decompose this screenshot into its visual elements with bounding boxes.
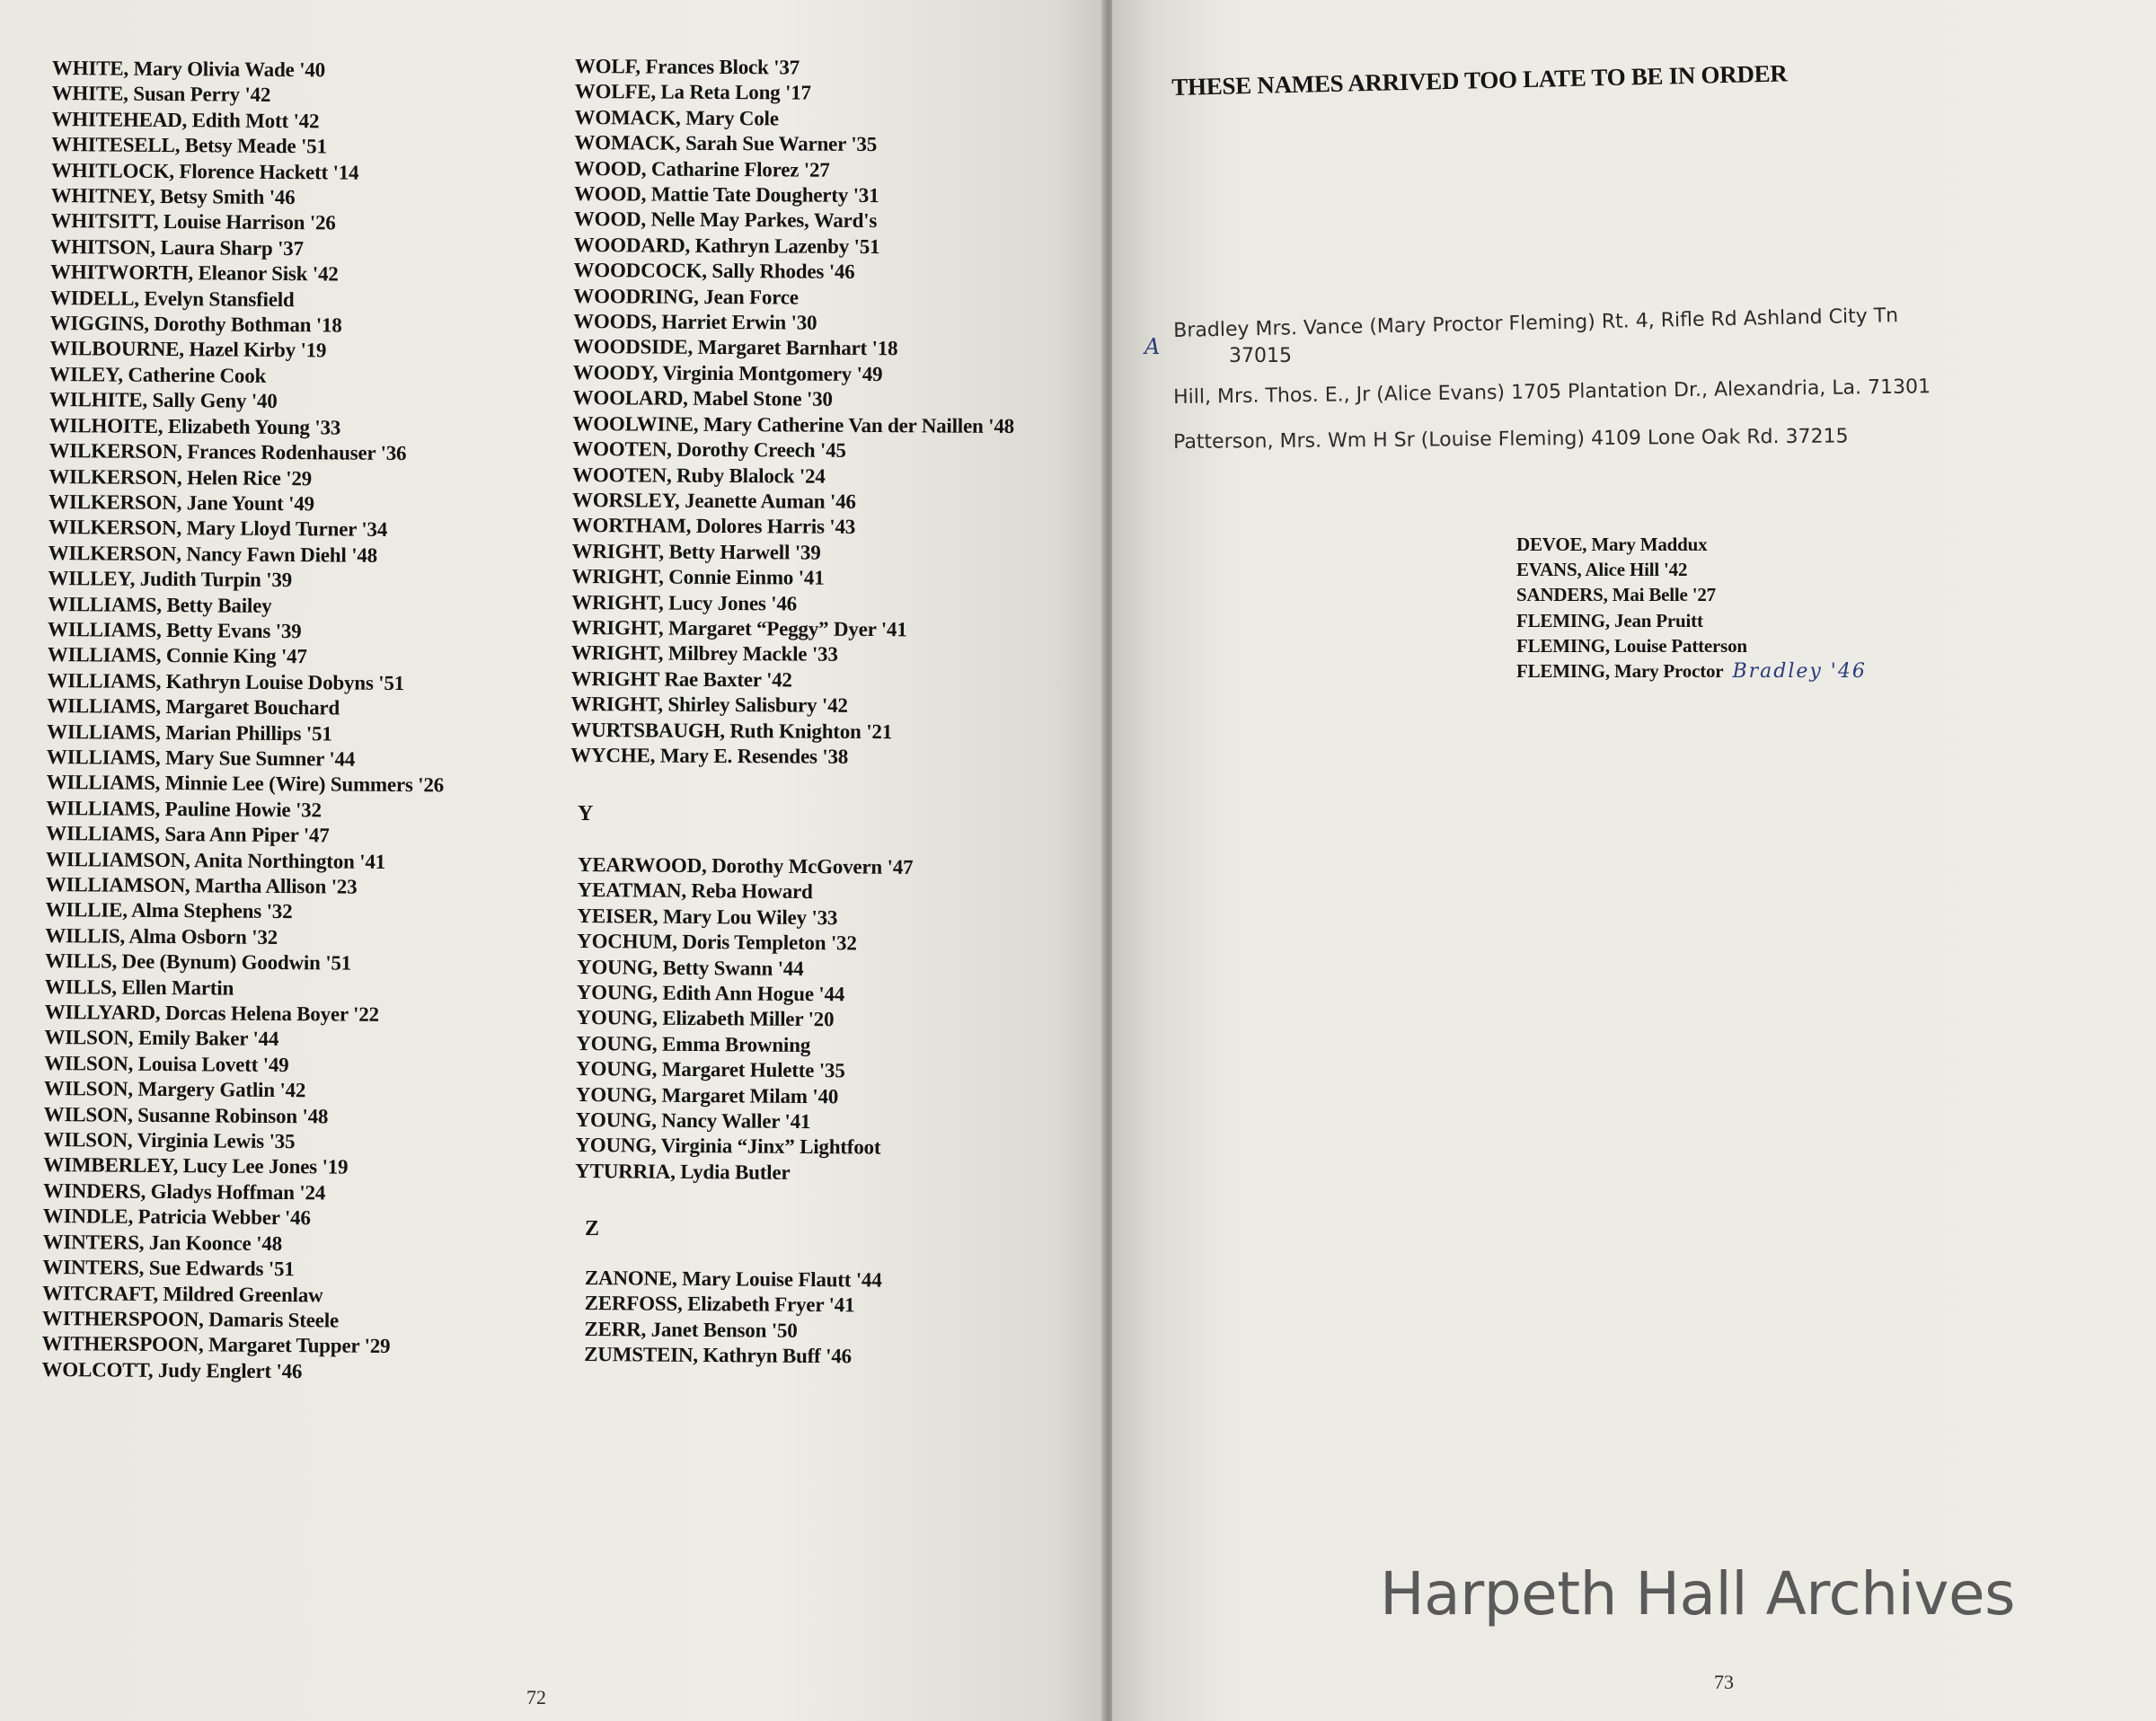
list-item: WHITLOCK, Florence Hackett '14 xyxy=(50,158,359,184)
list-item: WILSON, Margery Gatlin '42 xyxy=(43,1077,306,1102)
list-item: YOUNG, Margaret Milam '40 xyxy=(575,1082,839,1108)
list-item: YOCHUM, Doris Templeton '32 xyxy=(577,930,857,955)
right-page xyxy=(1112,0,2156,1721)
list-item: WILLEY, Judith Turpin '39 xyxy=(48,567,293,592)
list-item: WILKERSON, Mary Lloyd Turner '34 xyxy=(48,516,388,542)
list-item: WOLCOTT, Judy Englert '46 xyxy=(41,1357,303,1382)
list-item: WILLIS, Alma Osborn '32 xyxy=(45,923,278,949)
list-item: WOODARD, Kathryn Lazenby '51 xyxy=(573,233,880,258)
list-item: WOODRING, Jean Force xyxy=(573,284,799,309)
list-item: WOODY, Virginia Montgomery '49 xyxy=(572,360,883,385)
list-item: WITCRAFT, Mildred Greenlaw xyxy=(42,1281,323,1306)
list-item: WILSON, Louisa Lovett '49 xyxy=(44,1051,289,1076)
list-item: WOOLWINE, Mary Catherine Van der Naillen '48 xyxy=(572,411,1015,437)
list-item: WILLIAMS, Connie King '47 xyxy=(47,643,307,668)
late-name: FLEMING, Jean Pruitt xyxy=(1516,609,1703,631)
archive-watermark: Harpeth Hall Archives xyxy=(1380,1559,2015,1628)
list-item: WOOD, Catharine Florez '27 xyxy=(574,156,830,181)
list-item: WRIGHT Rae Baxter '42 xyxy=(570,666,792,692)
list-item: WRIGHT, Milbrey Mackle '33 xyxy=(570,641,838,666)
list-item: WILKERSON, Frances Rodenhauser '36 xyxy=(49,439,407,465)
list-item: YEISER, Mary Lou Wiley '33 xyxy=(577,904,838,930)
list-item: WINTERS, Sue Edwards '51 xyxy=(42,1256,295,1281)
list-item: WILKERSON, Nancy Fawn Diehl '48 xyxy=(48,541,378,567)
late-name-with-note xyxy=(1516,658,1867,684)
list-item: WILHITE, Sally Geny '40 xyxy=(49,388,278,413)
list-item: YTURRIA, Lydia Butler xyxy=(575,1159,791,1184)
list-item: ZUMSTEIN, Kathryn Buff '46 xyxy=(584,1343,853,1368)
list-item: WHITE, Susan Perry '42 xyxy=(51,82,271,107)
list-item: YOUNG, Elizabeth Miller '20 xyxy=(576,1006,835,1031)
list-item: WILLIAMS, Betty Bailey xyxy=(48,592,272,617)
list-item: WILLS, Ellen Martin xyxy=(44,975,234,1000)
handwritten-note: Bradley '46 xyxy=(1732,660,1867,684)
list-item: WOMACK, Mary Cole xyxy=(574,105,779,130)
list-item: WILLIAMS, Minnie Lee (Wire) Summers '26 xyxy=(46,771,445,797)
list-item: WIGGINS, Dorothy Bothman '18 xyxy=(49,312,342,337)
late-name: DEVOE, Mary Maddux xyxy=(1516,534,1708,555)
list-item: WHITSON, Laura Sharp '37 xyxy=(50,234,304,260)
list-item: WILHOITE, Elizabeth Young '33 xyxy=(49,413,341,439)
page-number: 73 xyxy=(1714,1671,1734,1693)
list-item: WILLIAMS, Betty Evans '39 xyxy=(47,617,302,643)
list-item: WINDLE, Patricia Webber '46 xyxy=(42,1205,311,1230)
section-letter-y: Y xyxy=(578,802,594,825)
list-item: WOODCOCK, Sally Rhodes '46 xyxy=(573,259,855,284)
list-item: WOOD, Mattie Tate Dougherty '31 xyxy=(573,182,879,207)
list-item: YEARWOOD, Dorothy McGovern '47 xyxy=(577,852,914,878)
list-item: WRIGHT, Betty Harwell '39 xyxy=(571,539,821,564)
list-item: WOOTEN, Dorothy Creech '45 xyxy=(572,437,846,462)
list-item: WILKERSON, Jane Yount '49 xyxy=(49,490,314,516)
typed-entry-bradley: Bradley Mrs. Vance (Mary Proctor Fleming) Rt. 4, Rifle Rd Ashland City Tn xyxy=(1173,304,1899,342)
typed-entry-bradley-zip: 37015 xyxy=(1229,345,1292,367)
list-item: ZERFOSS, Elizabeth Fryer '41 xyxy=(584,1292,855,1317)
list-item: WRIGHT, Lucy Jones '46 xyxy=(571,590,798,615)
name-list-y xyxy=(575,852,913,1187)
list-item: WILLIAMS, Kathryn Louise Dobyns '51 xyxy=(47,668,405,694)
list-item: WYCHE, Mary E. Resendes '38 xyxy=(570,743,849,768)
typed-entry-hill: Hill, Mrs. Thos. E., Jr (Alice Evans) 1705 Plantation Dr., Alexandria, La. 71301 xyxy=(1173,375,1931,409)
list-item: WOLF, Frances Block '37 xyxy=(574,54,800,79)
list-item: WRIGHT, Shirley Salisbury '42 xyxy=(570,693,848,718)
handwritten-mark: A xyxy=(1144,334,1161,359)
list-item: WHITEHEAD, Edith Mott '42 xyxy=(51,107,320,133)
list-item: ZANONE, Mary Louise Flautt '44 xyxy=(584,1266,882,1292)
list-item: WILLIAMS, Margaret Bouchard xyxy=(47,694,340,719)
list-item: WITHERSPOON, Margaret Tupper '29 xyxy=(41,1332,391,1358)
list-item: WILLIAMS, Pauline Howie '32 xyxy=(46,796,322,822)
late-names-list xyxy=(1516,532,1867,684)
list-item: WORTHAM, Dolores Harris '43 xyxy=(571,514,856,539)
list-item: WIMBERLEY, Lucy Lee Jones '19 xyxy=(43,1153,349,1179)
list-item: WITHERSPOON, Damaris Steele xyxy=(41,1306,340,1332)
page-number: 72 xyxy=(526,1686,546,1708)
list-item: WILLS, Dee (Bynum) Goodwin '51 xyxy=(44,949,352,975)
list-item: WHITE, Mary Olivia Wade '40 xyxy=(51,56,326,82)
late-name: SANDERS, Mai Belle '27 xyxy=(1516,584,1716,606)
list-item: WILSON, Susanne Robinson '48 xyxy=(43,1102,329,1128)
list-item: YOUNG, Edith Ann Hogue '44 xyxy=(576,981,845,1006)
list-item: WILLIAMS, Marian Phillips '51 xyxy=(46,719,332,746)
list-item: WRIGHT, Connie Einmo '41 xyxy=(571,565,825,589)
list-item: WILLIE, Alma Stephens '32 xyxy=(45,898,293,923)
late-name: FLEMING, Louise Patterson xyxy=(1516,634,1747,657)
list-item: WIDELL, Evelyn Stansfield xyxy=(49,286,295,311)
list-item: WHITSITT, Louise Harrison '26 xyxy=(50,209,336,234)
list-item: WILSON, Virginia Lewis '35 xyxy=(43,1128,296,1153)
list-item: WILBOURNE, Hazel Kirby '19 xyxy=(49,337,327,362)
list-item: ZERR, Janet Benson '50 xyxy=(584,1317,798,1342)
list-item: YOUNG, Nancy Waller '41 xyxy=(575,1108,811,1134)
list-item: WOMACK, Sarah Sue Warner '35 xyxy=(574,131,878,156)
name-column-2 xyxy=(570,54,1016,771)
name-list-z xyxy=(584,1266,882,1370)
list-item: WILSON, Emily Baker '44 xyxy=(44,1026,279,1051)
list-item: WINDERS, Gladys Hoffman '24 xyxy=(42,1178,326,1205)
typed-entry-patterson: Patterson, Mrs. Wm H Sr (Louise Fleming) 4109 Lone Oak Rd. 37215 xyxy=(1173,425,1849,454)
late-name: EVANS, Alice Hill '42 xyxy=(1516,559,1688,581)
list-item: WILKERSON, Helen Rice '29 xyxy=(49,464,313,490)
list-item: WHITNEY, Betsy Smith '46 xyxy=(50,184,296,209)
list-item: WHITESELL, Betsy Meade '51 xyxy=(51,133,327,158)
list-item: WORSLEY, Jeanette Auman '46 xyxy=(571,488,856,513)
list-item: WURTSBAUGH, Ruth Knighton '21 xyxy=(570,718,893,743)
list-item: YOUNG, Emma Browning xyxy=(576,1031,811,1056)
list-item: WILLIAMSON, Anita Northington '41 xyxy=(45,847,386,873)
list-item: WILLIAMS, Sara Ann Piper '47 xyxy=(46,822,330,847)
list-item: YOUNG, Virginia “Jinx” Lightfoot xyxy=(575,1134,881,1160)
list-item: YEATMAN, Reba Howard xyxy=(577,878,813,904)
list-item: WOODSIDE, Margaret Barnhart '18 xyxy=(572,335,898,360)
list-item: WINTERS, Jan Koonce '48 xyxy=(42,1230,283,1255)
list-item: WOOLARD, Mabel Stone '30 xyxy=(572,386,833,411)
list-item: WILLYARD, Dorcas Helena Boyer '22 xyxy=(44,1000,380,1026)
list-item: WILLIAMSON, Martha Allison '23 xyxy=(45,872,358,898)
list-item: YOUNG, Margaret Hulette '35 xyxy=(576,1057,845,1082)
list-item: WOOTEN, Ruby Blalock '24 xyxy=(572,463,826,488)
list-item: WILEY, Catherine Cook xyxy=(49,362,267,387)
name-column-1 xyxy=(41,56,449,1386)
list-item: WOODS, Harriet Erwin '30 xyxy=(573,310,817,334)
list-item: WHITWORTH, Eleanor Sisk '42 xyxy=(50,260,339,286)
list-item: WRIGHT, Margaret “Peggy” Dyer '41 xyxy=(571,615,907,641)
page-heading: THESE NAMES ARRIVED TOO LATE TO BE IN ORDER xyxy=(1171,59,1788,101)
list-item: YOUNG, Betty Swann '44 xyxy=(576,955,804,980)
section-letter-z: Z xyxy=(585,1217,600,1240)
list-item: WOLFE, La Reta Long '17 xyxy=(574,80,811,105)
list-item: WOOD, Nelle May Parkes, Ward's xyxy=(573,207,878,233)
list-item: WILLIAMS, Mary Sue Sumner '44 xyxy=(46,745,356,771)
late-name: FLEMING, Mary Proctor xyxy=(1516,660,1724,683)
